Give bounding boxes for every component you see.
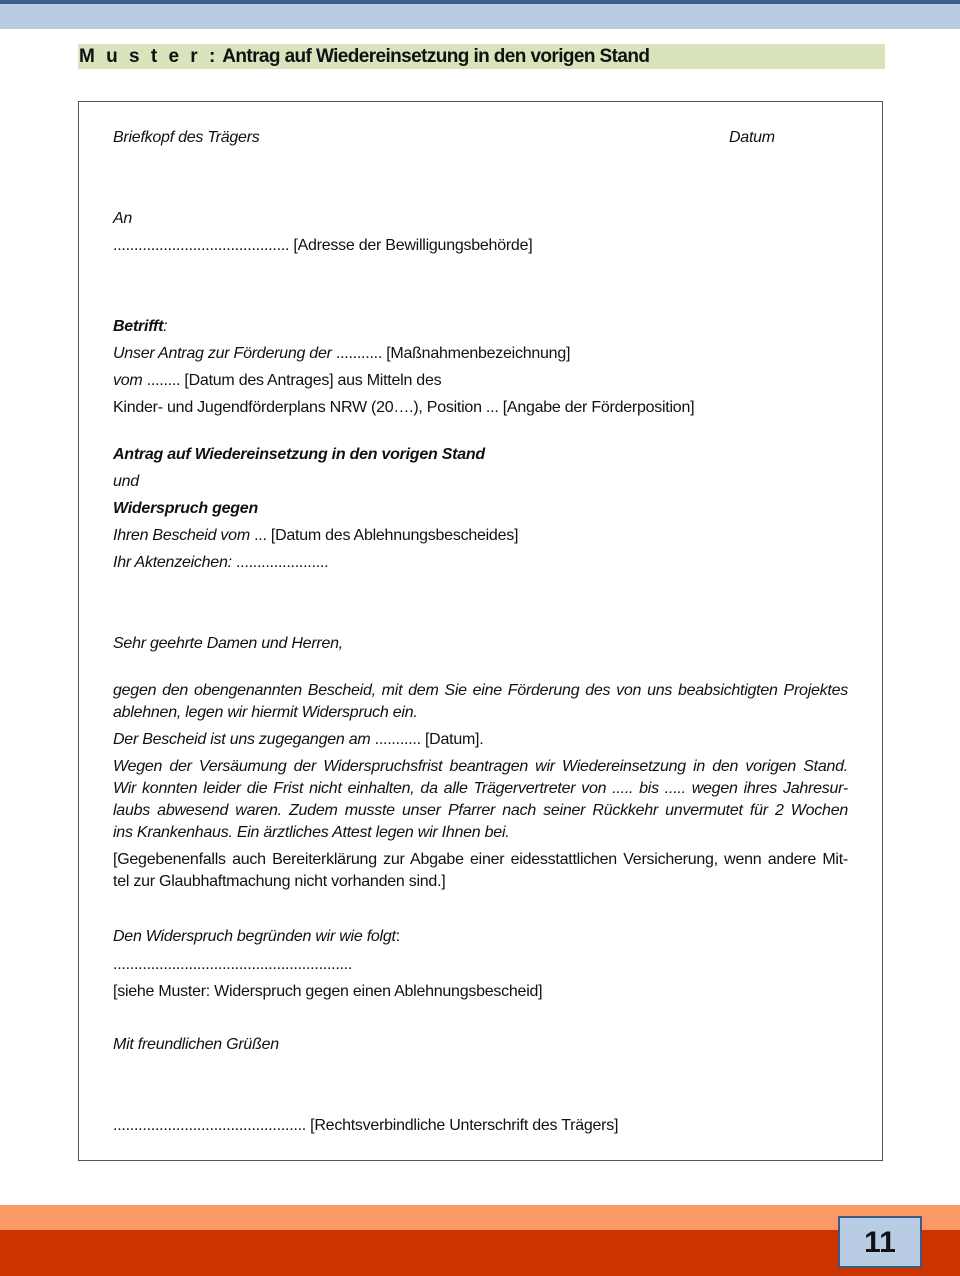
subject-line: vom ........ [Datum des Antrages] aus Mitteln des — [113, 372, 442, 389]
date-field: Datum — [729, 129, 775, 146]
subject-label: Betrifft: — [113, 318, 168, 335]
paragraph-line: [Gegebenenfalls auch Bereiterklärung zur Abgabe einer eidesstattlichen Versicherung, wenn andere Mit- — [113, 851, 848, 868]
letterhead: Briefkopf des Trägers — [113, 129, 260, 146]
paragraph-line: gegen den obengenannten Bescheid, mit dem Sie eine Förderung des von uns beabsichtigten Projektes — [113, 682, 848, 699]
heading-and: und — [113, 473, 139, 490]
reasons-placeholder: ......................................................... — [113, 956, 353, 973]
header-bar-light — [0, 4, 960, 29]
subject-line: Kinder- und Jugendförderplans NRW (20….), Position ... [Angabe der Förderposition] — [113, 399, 695, 416]
paragraph-line: Wir konnten leider die Frist nicht einhalten, da alle Trägervertreter von ..... bis ..... wegen ihres Jahresur- — [113, 780, 848, 797]
paragraph-line: ablehnen, legen wir hiermit Widerspruch ein. — [113, 704, 418, 721]
subject-line: Unser Antrag zur Förderung der ........... [Maßnahmenbezeichnung] — [113, 345, 571, 362]
received-line: Der Bescheid ist uns zugegangen am ........... [Datum]. — [113, 731, 484, 748]
page-title — [79, 45, 649, 69]
salutation: Sehr geehrte Damen und Herren, — [113, 635, 343, 652]
heading-reinstatement: Antrag auf Wiedereinsetzung in den vorigen Stand — [113, 446, 485, 463]
title-prefix: M u s t e r : — [79, 46, 219, 67]
reasons-reference: [siehe Muster: Widerspruch gegen einen Ablehnungsbescheid] — [113, 983, 543, 1000]
signature-line: .............................................. [Rechtsverbindliche Unterschrift des Trägers] — [113, 1117, 619, 1134]
paragraph-line: ins Krankenhaus. Ein ärztliches Attest legen wir Ihnen bei. — [113, 824, 510, 841]
letter-template-box — [78, 101, 883, 1161]
decision-line: Ihren Bescheid vom ... [Datum des Ablehnungsbescheides] — [113, 527, 519, 544]
footer-bar-red — [0, 1230, 960, 1276]
heading-objection: Widerspruch gegen — [113, 500, 258, 517]
page-number: 11 — [838, 1216, 922, 1268]
paragraph-line: laubs abwesend waren. Zudem musste unser Pfarrer nach seiner Rückkehr unvermutet für 2 Wochen — [113, 802, 848, 819]
file-reference: Ihr Aktenzeichen: ...................... — [113, 554, 329, 571]
title-text: Antrag auf Wiedereinsetzung in den vorigen Stand — [218, 46, 650, 67]
recipient-label: An — [113, 210, 133, 227]
footer-bar-orange — [0, 1205, 960, 1230]
reasons-intro: Den Widerspruch begründen wir wie folgt: — [113, 928, 400, 945]
paragraph-line: tel zur Glaubhaftmachung nicht vorhanden sind.] — [113, 873, 446, 890]
paragraph-line: Wegen der Versäumung der Widerspruchsfrist beantragen wir Wiedereinsetzung in den vorigen Stand. — [113, 758, 848, 775]
recipient-address: .......................................... [Adresse der Bewilligungsbehörde] — [113, 237, 533, 254]
closing: Mit freundlichen Grüßen — [113, 1036, 279, 1053]
